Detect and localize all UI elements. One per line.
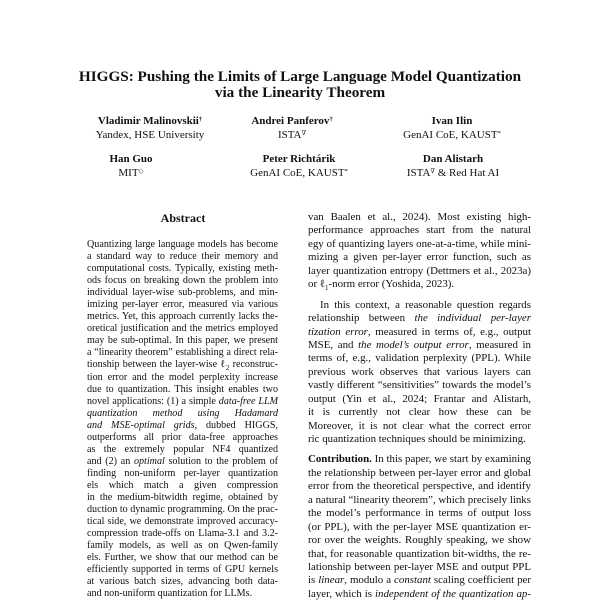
- author-mark: †: [198, 116, 203, 123]
- text-line: [308, 278, 531, 291]
- text-run: egy of quantizing layers one-at-a-time, while mini-: [308, 237, 531, 250]
- affiliation-text: MIT: [118, 167, 139, 179]
- text-line: [87, 504, 278, 516]
- text-run: In this paper, we start by examining: [371, 453, 531, 466]
- text-run: at various batch sizes, advancing both data-: [87, 576, 278, 588]
- italic-text: tization error: [308, 325, 368, 338]
- text-run: error from the theoretical perspective, and identify: [308, 480, 531, 493]
- text-run: in the medium-bitwidth regime, obtained by: [87, 491, 278, 503]
- author-name: Peter Richtárik: [262, 153, 336, 165]
- text-run: finding non-uniform per-layer quantization: [87, 467, 278, 479]
- text-run: compression trade-offs on Llama-3.1 and 3.2-: [87, 528, 278, 540]
- text-run: previous work observes that various layers can: [308, 365, 531, 378]
- text-line: [87, 372, 278, 384]
- text-run: solution to the problem of: [164, 455, 278, 467]
- text-line: [308, 224, 531, 237]
- text-line: [308, 352, 531, 365]
- text-run: mizing a given per-layer error function, such as: [308, 251, 531, 264]
- text-run: MSE, and: [308, 338, 359, 351]
- text-line: [87, 335, 278, 347]
- text-run: tionship between the layer-wise ℓ: [87, 359, 226, 371]
- text-run: , dubbed HIGGS,: [194, 419, 278, 431]
- text-line: [87, 323, 278, 335]
- text-line: [87, 552, 278, 564]
- text-line: [308, 534, 531, 547]
- text-line: [308, 494, 531, 507]
- text-run: imizing per-layer error, measured via various: [87, 299, 278, 311]
- text-line: [87, 480, 278, 492]
- affiliation-text: GenAI CoE, KAUST: [250, 167, 345, 179]
- affiliation-mark: *: [344, 168, 348, 175]
- text-run: , measured in terms of, e.g., output: [367, 325, 531, 338]
- affiliation-text: ISTA: [277, 129, 302, 141]
- text-line: [87, 432, 278, 444]
- text-line: [308, 339, 531, 352]
- text-line: [308, 406, 531, 419]
- text-run: as the extremely popular NF4 quantized: [87, 443, 278, 455]
- text-run: vastly different “sensitivities” towards the model’s: [308, 379, 531, 392]
- italic-text: data-free LLM: [218, 395, 278, 407]
- text-run: ric quantization techniques should be minimizing.: [308, 433, 526, 445]
- text-run: may be sub-optimal. In this paper, we present: [87, 335, 278, 347]
- text-run: and (2) an: [87, 455, 134, 467]
- text-run: ods focus on breaking down the problem into: [87, 275, 278, 287]
- italic-text: optimal: [133, 455, 165, 467]
- text-run: lationship between per-layer MSE and output PPL: [308, 560, 531, 573]
- text-run: Moreover, it is not clear what the correct error: [308, 419, 531, 432]
- text-line: [87, 299, 278, 311]
- text-line: [87, 239, 278, 251]
- text-run: family models, as well as on Qwen-family: [87, 540, 278, 552]
- author-block: [352, 114, 552, 142]
- text-line: [308, 393, 531, 406]
- text-run: , modulo a: [344, 574, 395, 587]
- text-line: [87, 540, 278, 552]
- affiliation-mark: ◇: [138, 168, 144, 175]
- text-line: [308, 561, 531, 574]
- text-run: or ℓ: [308, 278, 326, 291]
- text-run: van Baalen et al., 2024). Most existing high-: [308, 211, 531, 223]
- text-line: [308, 379, 531, 392]
- text-line: [87, 444, 278, 456]
- text-line: [308, 326, 531, 339]
- text-run: and non-uniform quantization for LLMs.: [87, 588, 253, 600]
- paper-title-line-2: via the Linearity Theorem: [214, 84, 386, 101]
- body-column-right: [308, 211, 531, 601]
- paragraph-gap: [308, 446, 531, 453]
- italic-text: quantization method using Hadamard: [87, 407, 278, 419]
- text-line: [87, 396, 278, 408]
- text-run: tical side, we demonstrate improved accuracy-: [87, 516, 278, 528]
- text-line: [308, 312, 531, 325]
- abstract-heading: Abstract: [160, 211, 206, 225]
- author-affiliation: [353, 166, 553, 180]
- subscript: 1: [325, 284, 329, 292]
- italic-text: constant: [394, 574, 431, 587]
- text-run: metrics. Yet, this approach currently lacks the-: [87, 311, 278, 323]
- text-run: ror over the weights. Roughly speaking, we show: [308, 534, 531, 547]
- text-line: [308, 366, 531, 379]
- text-line: [308, 211, 531, 224]
- author-name-text: Andrei Panferov: [251, 115, 330, 127]
- text-run: a standard way to reduce their memory and: [87, 251, 278, 263]
- text-line: [308, 251, 531, 264]
- text-run: terms of, e.g., validation perplexity (PPL). While: [308, 352, 531, 365]
- text-run: a natural “linearity theorem”, which precisely links: [308, 493, 531, 506]
- text-line: [308, 588, 531, 601]
- paper-title-line-1: HIGGS: Pushing the Limits of Large Language Model Quantization: [78, 68, 522, 85]
- author-name: Dan Alistarh: [422, 153, 484, 165]
- text-line: [87, 287, 278, 299]
- text-line: [308, 238, 531, 251]
- abstract-body: [87, 239, 278, 600]
- text-run: -norm error (Yoshida, 2023).: [328, 278, 455, 291]
- text-line: [308, 299, 531, 312]
- text-run: outperforms all prior data-free approaches: [87, 431, 278, 443]
- text-line: [308, 420, 531, 433]
- bold-run-in-heading: Contribution.: [308, 453, 372, 466]
- text-run: duction to dynamic programming. On the prac-: [87, 504, 278, 516]
- text-line: [87, 251, 278, 263]
- text-line: [308, 548, 531, 561]
- text-run: individual layer-wise sub-problems, and min-: [87, 287, 278, 299]
- text-run: (or PPL), with the per-layer MSE quantization er-: [308, 520, 531, 533]
- text-run: the relationship between per-layer error and global: [308, 466, 531, 479]
- text-line: [87, 564, 278, 576]
- text-run: els. Further, we show that our method can be: [87, 552, 278, 564]
- text-line: [308, 433, 531, 446]
- affiliation-mark: *: [497, 130, 501, 137]
- text-line: [87, 311, 278, 323]
- italic-text: linear: [318, 574, 345, 587]
- text-run: Quantizing large language models has become: [87, 239, 278, 250]
- italic-text: the individual per-layer: [414, 312, 531, 325]
- text-line: [87, 347, 278, 359]
- text-run: In this context, a reasonable question regards: [320, 298, 531, 311]
- text-line: [87, 528, 278, 540]
- text-run: layer, which is: [308, 587, 375, 600]
- text-run: scaling coefficient per: [430, 574, 531, 587]
- author-block: [353, 152, 553, 180]
- author-name: Han Guo: [109, 153, 153, 165]
- text-line: [87, 420, 278, 432]
- text-run: that, for reasonable quantization bit-widths, the re-: [308, 547, 531, 560]
- author-name: Ivan Ilin: [431, 115, 473, 127]
- text-run: tion error and the model perplexity increase: [87, 371, 278, 383]
- text-line: [308, 521, 531, 534]
- author-name-text: Vladimir Malinovskii: [97, 115, 199, 127]
- text-run: oretical justification and the metrics employed: [87, 323, 278, 335]
- text-line: [87, 384, 278, 396]
- text-line: [87, 263, 278, 275]
- text-run: efficiently supported in terms of GPU kernels: [87, 564, 278, 576]
- affiliation-mark: ∇: [430, 168, 435, 175]
- author-mark: †: [329, 116, 333, 123]
- affiliation-text: GenAI CoE, KAUST: [403, 129, 498, 141]
- italic-text: the model’s output error: [358, 338, 469, 351]
- affiliation-suffix: & Red Hat AI: [434, 167, 500, 179]
- text-line: [87, 588, 278, 600]
- text-line: [87, 468, 278, 480]
- affiliation-mark: ∇: [301, 130, 307, 137]
- text-run: , measured in: [468, 338, 531, 351]
- affiliation-text: ISTA: [406, 167, 431, 179]
- text-run: relationship between: [308, 312, 415, 325]
- text-run: a “linearity theorem” establishing a direct rela-: [87, 347, 278, 359]
- text-line: [308, 467, 531, 480]
- text-run: layer quantization entropy (Dettmers et al., 2023a): [308, 264, 531, 277]
- text-run: output (Yin et al., 2024; Frantar and Alistarh,: [308, 392, 531, 405]
- author-affiliation: Yandex, HSE University: [95, 129, 205, 141]
- text-line: [308, 265, 531, 278]
- text-line: [87, 359, 278, 371]
- text-run: the model’s performance in terms of output loss: [308, 507, 531, 520]
- text-line: [87, 516, 278, 528]
- text-line: [308, 507, 531, 520]
- text-run: due to quantization. This insight enables two: [87, 383, 278, 395]
- paragraph-gap: [308, 292, 531, 299]
- text-line: [308, 480, 531, 493]
- italic-text: and MSE-optimal grids: [87, 419, 195, 431]
- text-line: [308, 574, 531, 587]
- text-line: [87, 576, 278, 588]
- text-run: reconstruc-: [229, 359, 278, 371]
- text-run: computational costs. Typically, existing meth-: [87, 263, 278, 275]
- text-run: performance approaches start from the natural: [308, 224, 531, 237]
- text-line: [87, 492, 278, 504]
- text-run: novel applications: (1) a simple: [87, 395, 219, 407]
- text-line: [87, 275, 278, 287]
- italic-text: independent of the quantization ap-: [374, 587, 531, 600]
- text-line: [308, 453, 531, 466]
- text-run: is: [308, 574, 319, 587]
- text-line: [87, 456, 278, 468]
- author-affiliation: [352, 128, 552, 142]
- text-run: it is currently not clear how these can be: [308, 406, 531, 419]
- text-run: els which match a given compression: [87, 479, 278, 491]
- subscript: 2: [225, 364, 230, 372]
- text-line: [87, 408, 278, 420]
